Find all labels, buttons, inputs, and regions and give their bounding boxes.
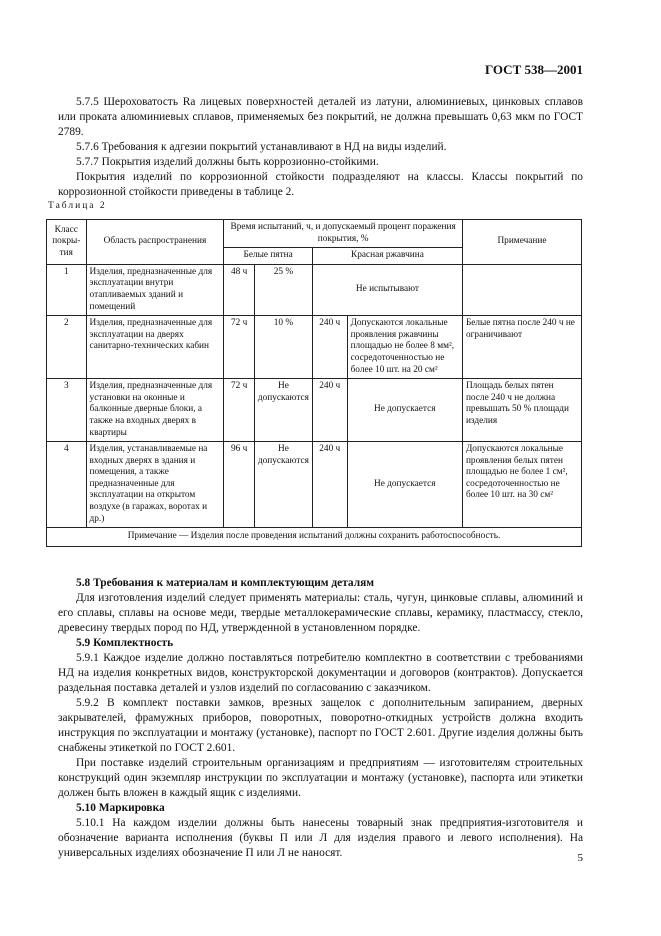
cell-red-pct: Не допускается — [347, 442, 462, 528]
cell-class: 4 — [47, 442, 87, 528]
table-caption: Таблица 2 — [48, 201, 107, 211]
cell-note: Допускаются локальные проявления белых пятен площадью не более 1 см², сосредоточенностью не более 10 шт. на 30 см² — [462, 442, 581, 528]
section-5-10-title: 5.10 Маркировка — [76, 802, 165, 814]
table-2 — [46, 219, 582, 547]
document-header: ГОСТ 538—2001 — [484, 62, 583, 77]
cell-area: Изделия, предназначенные для эксплуатации внутри отапливаемых зданий и помещений — [86, 264, 224, 315]
paragraph-5-7-5: 5.7.5 Шероховатость Ra лицевых поверхностей деталей из латуни, алюминиевых, цинковых сплавов или проката алюминиевых сплавов, применяемых без покрытий, не должна превышать 0,63 мкм по ГОСТ 2789. — [58, 96, 583, 138]
paragraph-5-7-7: 5.7.7 Покрытия изделий должны быть коррозионно-стойкими. — [76, 156, 379, 168]
cell-class: 2 — [47, 316, 87, 379]
cell-class: 3 — [47, 379, 87, 442]
cell-red-time: 240 ч — [312, 379, 347, 442]
cell-white-time: 48 ч — [224, 264, 255, 315]
th-area: Область распространения — [86, 220, 224, 265]
table-row — [47, 316, 582, 379]
table-footnote: Примечание — Изделия после проведения испытаний должны сохранить работоспособность. — [47, 528, 582, 547]
section-5-8-title: 5.8 Требования к материалам и комплектующим деталям — [76, 577, 375, 589]
cell-area: Изделия, предназначенные для эксплуатации на дверях санитарно-технических кабин — [86, 316, 224, 379]
paragraph-5-7-6: 5.7.6 Требования к адгезии покрытий устанавливают в НД на виды изделий. — [76, 141, 447, 153]
th-time: Время испытаний, ч, и допускаемый процент поражения покрытия, % — [224, 220, 463, 248]
cell-area: Изделия, предназначенные для установки на оконные и балконные дверные блоки, а также на входных дверях в квартиры — [86, 379, 224, 442]
bottom-sections — [58, 576, 583, 861]
section-5-8-text: Для изготовления изделий следует применять материалы: сталь, чугун, цинковые сплавы, алюминий и его сплавы, сплавы на основе меди, твердые металлокерамические сплавы, керамику, пластмассу, стекло, древесину твердых пород по НД, утвержденной в установленном порядке. — [58, 592, 583, 634]
table-row — [47, 442, 582, 528]
table-row — [47, 264, 582, 315]
cell-note — [462, 264, 581, 315]
cell-class: 1 — [47, 264, 87, 315]
th-red: Красная ржавчина — [312, 248, 462, 265]
th-white: Белые пятна — [224, 248, 313, 265]
cell-note: Белые пятна после 240 ч не ограничивают — [462, 316, 581, 379]
cell-white-pct: Не допускаются — [254, 379, 312, 442]
cell-red-pct: Допускаются локальные проявления ржавчины площадью не более 8 мм², сосредоточенностью не более 10 шт. на 20 см² — [347, 316, 462, 379]
paragraph-5-9-2: 5.9.2 В комплект поставки замков, врезных защелок с дополнительным запиранием, дверных закрывателей, фрамужных приборов, поворотных, поворотно-откидных устройств должна входить инструкция по эксплуатации и монтажу (установке), паспорт по ГОСТ 2.601. Другие изделия должны быть снабжены этикеткой по ГОСТ 2.601. — [58, 697, 583, 754]
cell-white-time: 96 ч — [224, 442, 255, 528]
cell-red: Не испытывают — [312, 264, 462, 315]
cell-red-time: 240 ч — [312, 442, 347, 528]
th-note: Примечание — [462, 220, 581, 265]
paragraph-5-9-1: 5.9.1 Каждое изделие должно поставляться потребителю комплектно в соответствии с требованиями НД на изделия конкретных видов, конструкторской документации и договоров (контрактов). Допускается раздельная поставка деталей и узлов изделий по согласованию с заказчиком. — [58, 652, 583, 694]
page-number: 5 — [577, 852, 583, 864]
table-row — [47, 379, 582, 442]
cell-red-time: 240 ч — [312, 316, 347, 379]
paragraph-5-10-1: 5.10.1 На каждом изделии должны быть нанесены товарный знак предприятия-изготовителя и обозначение варианта исполнения (буквы П или Л для изделия правого и левого исполнения). На универсальных изделиях обозначение П или Л не наносят. — [58, 817, 583, 859]
th-class: Класс покры-тия — [47, 220, 87, 265]
top-paragraphs — [58, 95, 583, 200]
paragraph-5-7-7-cont: Покрытия изделий по коррозионной стойкости подразделяют на классы. Классы покрытий по коррозионной стойкости приведены в таблице 2. — [58, 171, 583, 198]
cell-white-pct: Не допускаются — [254, 442, 312, 528]
cell-white-pct: 25 % — [254, 264, 312, 315]
section-5-9-title: 5.9 Комплектность — [76, 637, 174, 649]
cell-red-pct: Не допускается — [347, 379, 462, 442]
cell-white-pct: 10 % — [254, 316, 312, 379]
paragraph-5-9-2-cont: При поставке изделий строительным организациям и предприятиям — изготовителям строительных конструкций один экземпляр инструкции по эксплуатации и монтажу (установке), паспорта или этикетки должен быть вложен в каждый ящик с изделиями. — [58, 757, 583, 799]
cell-white-time: 72 ч — [224, 316, 255, 379]
cell-white-time: 72 ч — [224, 379, 255, 442]
cell-note: Площадь белых пятен после 240 ч не должна превышать 50 % площади изделия — [462, 379, 581, 442]
cell-area: Изделия, устанавливаемые на входных дверях в здания и помещения, а также предназначенные для эксплуатации на открытом воздухе (в гаражах, воротах и др.) — [86, 442, 224, 528]
